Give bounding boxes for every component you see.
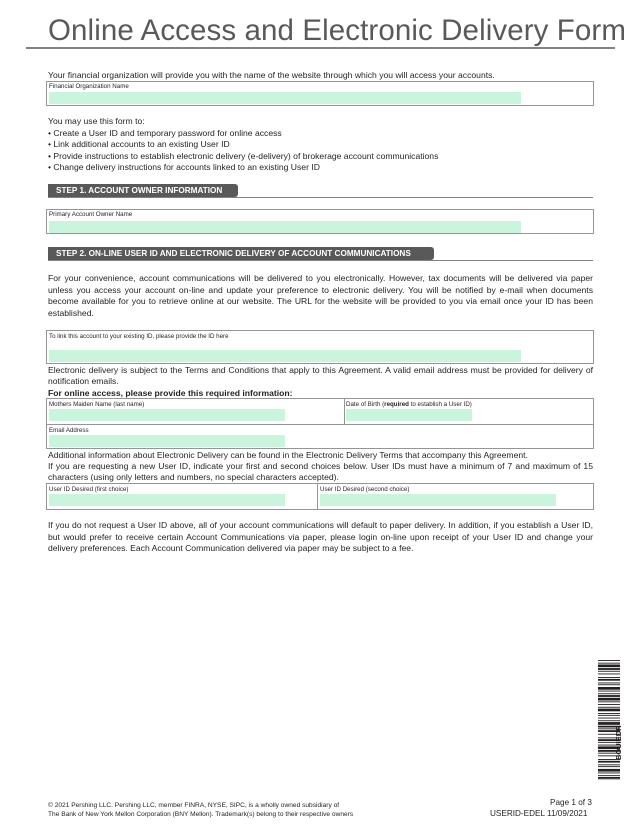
link-existing-id-label: To link this account to your existing ID, please provide the ID here bbox=[49, 333, 229, 340]
barcode-bar bbox=[598, 715, 620, 716]
barcode-bar bbox=[598, 698, 620, 701]
link-existing-id-box bbox=[46, 330, 594, 364]
terms-paragraph: Electronic delivery is subject to the Terms and Conditions that apply to this Agreement. A valid email address must be provided for delivery of notification emails. bbox=[48, 365, 593, 387]
step2-paragraph: For your convenience, account communications will be delivered to you electronically. However, tax documents will be delivered via paper unless you access your account on-line and update your preference to electronic delivery. You will be notified by e-mail when documents become available for you to retrieve online at our website. The URL for the website will be provided to you via email once your ID has been established. bbox=[48, 273, 593, 318]
date-of-birth-label: Date of Birth (required to establish a User ID) bbox=[346, 401, 472, 408]
barcode-bar bbox=[598, 679, 620, 681]
userid-note: If you are requesting a new User ID, indicate your first and second choices below. User IDs must have a minimum of 7 and maximum of 15 characters (using only letters and numbers, no special characters accepted). bbox=[48, 461, 593, 483]
barcode-bar bbox=[598, 684, 620, 685]
userid-first-input[interactable] bbox=[49, 494, 285, 506]
form-id: USERID-EDEL 11/09/2021 bbox=[490, 809, 588, 818]
barcode-bar bbox=[598, 707, 620, 708]
primary-owner-label: Primary Account Owner Name bbox=[49, 211, 133, 218]
barcode-bar bbox=[598, 663, 620, 664]
step2-rule bbox=[48, 260, 593, 261]
uses-item: • Link additional accounts to an existing User ID bbox=[48, 139, 230, 149]
userid-second-label: User ID Desired (second choice) bbox=[320, 486, 410, 493]
userid-choices-box bbox=[46, 483, 594, 510]
row-divider bbox=[47, 424, 593, 425]
barcode-bar bbox=[598, 665, 620, 668]
barcode-bar bbox=[598, 695, 620, 697]
field-divider bbox=[344, 399, 345, 424]
step1-heading: STEP 1. ACCOUNT OWNER INFORMATION bbox=[48, 184, 238, 197]
barcode-bar bbox=[598, 704, 620, 705]
financial-organization-input[interactable] bbox=[49, 92, 521, 104]
page-number: Page 1 of 3 bbox=[550, 798, 592, 807]
barcode-bar bbox=[598, 701, 620, 702]
financial-organization-box bbox=[46, 81, 594, 106]
barcode-bar bbox=[598, 674, 620, 675]
required-info-box bbox=[46, 398, 594, 449]
barcode-bar bbox=[598, 687, 620, 690]
step2-heading: STEP 2. ON-LINE USER ID AND ELECTRONIC DELIVERY OF ACCOUNT COMMUNICATIONS bbox=[48, 247, 434, 260]
barcode-bar bbox=[598, 671, 620, 672]
maiden-name-input[interactable] bbox=[49, 409, 285, 421]
barcode-code: BOUIEDR bbox=[614, 725, 623, 760]
link-existing-id-input[interactable] bbox=[49, 350, 521, 362]
primary-owner-input[interactable] bbox=[49, 221, 521, 233]
userid-first-label: User ID Desired (first choice) bbox=[49, 486, 129, 493]
maiden-name-label: Mothers Maiden Name (last name) bbox=[49, 401, 145, 408]
primary-owner-box bbox=[46, 209, 594, 234]
barcode-bar bbox=[598, 718, 620, 719]
copyright-line: The Bank of New York Mellon Corporation (BNY Mellon). Trademark(s) belong to their respective owners bbox=[48, 811, 354, 818]
barcode-bar bbox=[598, 709, 620, 712]
barcode-bar bbox=[598, 677, 620, 678]
copyright-line: © 2021 Pershing LLC. Pershing LLC, member FINRA, NYSE, SIPC, is a wholly owned subsidiary of bbox=[48, 802, 340, 809]
userid-second-input[interactable] bbox=[320, 494, 556, 506]
barcode-bar bbox=[598, 660, 620, 661]
barcode-bar bbox=[598, 713, 620, 714]
title-rule bbox=[26, 47, 615, 49]
uses-lead: You may use this form to: bbox=[48, 116, 145, 126]
barcode-bar bbox=[598, 668, 620, 670]
default-delivery-paragraph: If you do not request a User ID above, all of your account communications will default to paper delivery. In addition, if you establish a User ID, but would prefer to receive certain Account Communications via paper, please login on-line upon receipt of your User ID and change your delivery preferences. Each Account Communication delivered via paper may be subject to a fee. bbox=[48, 520, 593, 554]
uses-item: • Create a User ID and temporary password for online access bbox=[48, 127, 282, 138]
intro-text: Your financial organization will provide you with the name of the website through which you will access your accounts. bbox=[48, 70, 495, 80]
barcode-bar bbox=[598, 691, 620, 692]
email-input[interactable] bbox=[49, 435, 285, 447]
uses-item: • Provide instructions to establish electronic delivery (e-delivery) of brokerage account communications bbox=[48, 150, 439, 161]
barcode-bar bbox=[598, 693, 620, 694]
financial-organization-label: Financial Organization Name bbox=[49, 83, 129, 90]
page-title: Online Access and Electronic Delivery Form bbox=[48, 14, 627, 47]
barcode-bar bbox=[598, 683, 620, 684]
step1-rule bbox=[48, 197, 593, 198]
date-of-birth-input[interactable] bbox=[346, 409, 472, 421]
additional-info-text: Additional information about Electronic Delivery can be found in the Electronic Delivery Terms that accompany this Agreement. bbox=[48, 450, 528, 460]
uses-item: • Change delivery instructions for accounts linked to an existing User ID bbox=[48, 162, 320, 172]
barcode-text-wrap bbox=[614, 720, 626, 780]
required-info-heading: For online access, please provide this required information: bbox=[48, 388, 293, 398]
email-label: Email Address bbox=[49, 427, 89, 434]
field-divider bbox=[317, 484, 318, 509]
